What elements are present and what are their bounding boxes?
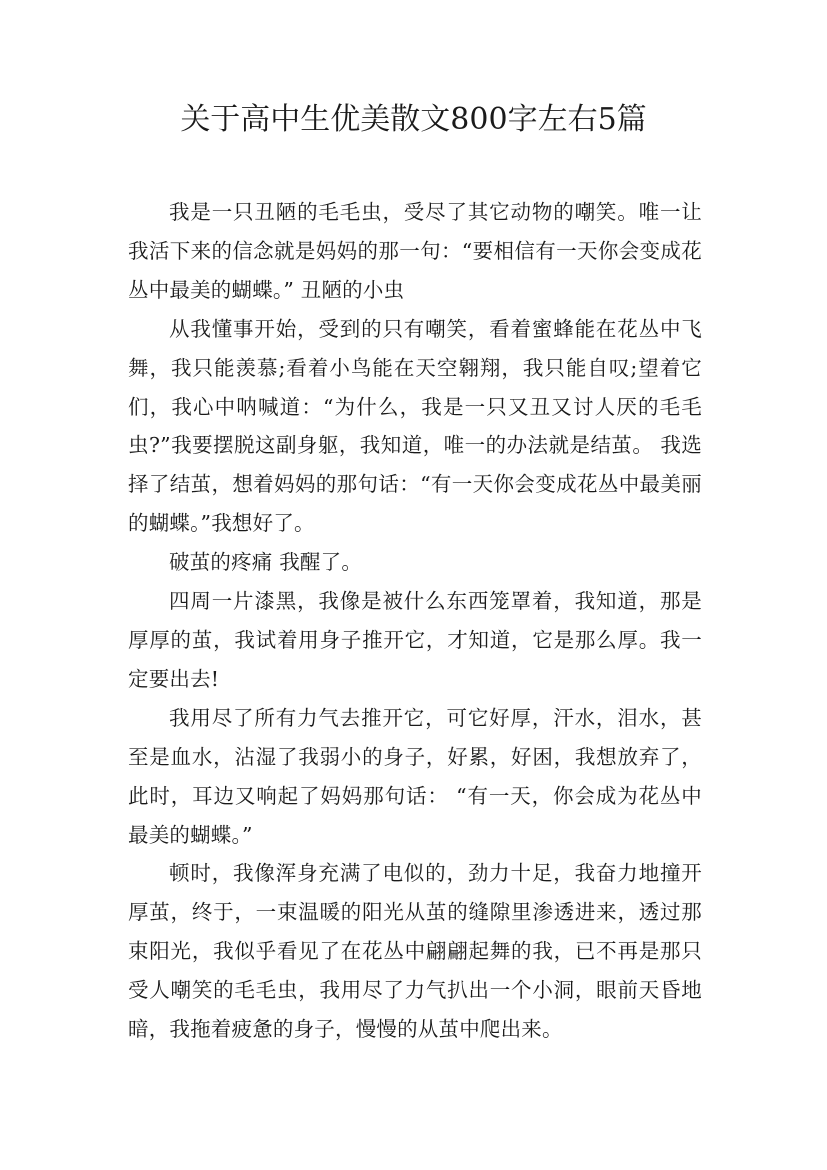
paragraph: 顿时，我像浑身充满了电似的，劲力十足，我奋力地撞开厚茧，终于，一束温暖的阳光从茧的缝隙里渗透进来，透过那束阳光，我似乎看见了在花丛中翩翩起舞的我，已不再是那只受人嘲笑的毛毛虫，我用尽了力气扒出一个小洞，眼前天昏地暗，我拖着疲惫的身子，慢慢的从茧中爬出来。: [128, 861, 702, 1042]
paragraph: 破茧的疼痛 我醒了。: [169, 550, 363, 575]
paragraph: 四周一片漆黑，我像是被什么东西笼罩着，我知道，那是厚厚的茧，我试着用身子推开它，才知道，它是那么厚。我一定要出去!: [128, 589, 702, 691]
paragraph: 我用尽了所有力气去推开它，可它好厚，汗水，泪水，甚至是血水，沾湿了我弱小的身子，好累，好困，我想放弃了，此时，耳边又响起了妈妈那句话： “有一天，你会成为花丛中最美的蝴蝶。”: [128, 705, 702, 847]
paragraph: 我是一只丑陋的毛毛虫，受尽了其它动物的嘲笑。唯一让我活下来的信念就是妈妈的那一句：“要相信有一天你会变成花丛中最美的蝴蝶。” 丑陋的小虫: [128, 200, 702, 302]
document-title: 关于高中生优美散文800字左右5篇: [180, 102, 647, 137]
document-body: [128, 193, 702, 1049]
paragraph: 从我懂事开始，受到的只有嘲笑，看着蜜蜂能在花丛中飞舞，我只能羡慕;看着小鸟能在天空翱翔，我只能自叹;望着它们，我心中呐喊道：“为什么，我是一只又丑又讨人厌的毛毛虫?”我要摆脱这副身躯，我知道，唯一的办法就是结茧。 我选择了结茧，想着妈妈的那句话：“有一天你会变成花丛中最美丽的蝴蝶。”我想好了。: [128, 316, 702, 536]
